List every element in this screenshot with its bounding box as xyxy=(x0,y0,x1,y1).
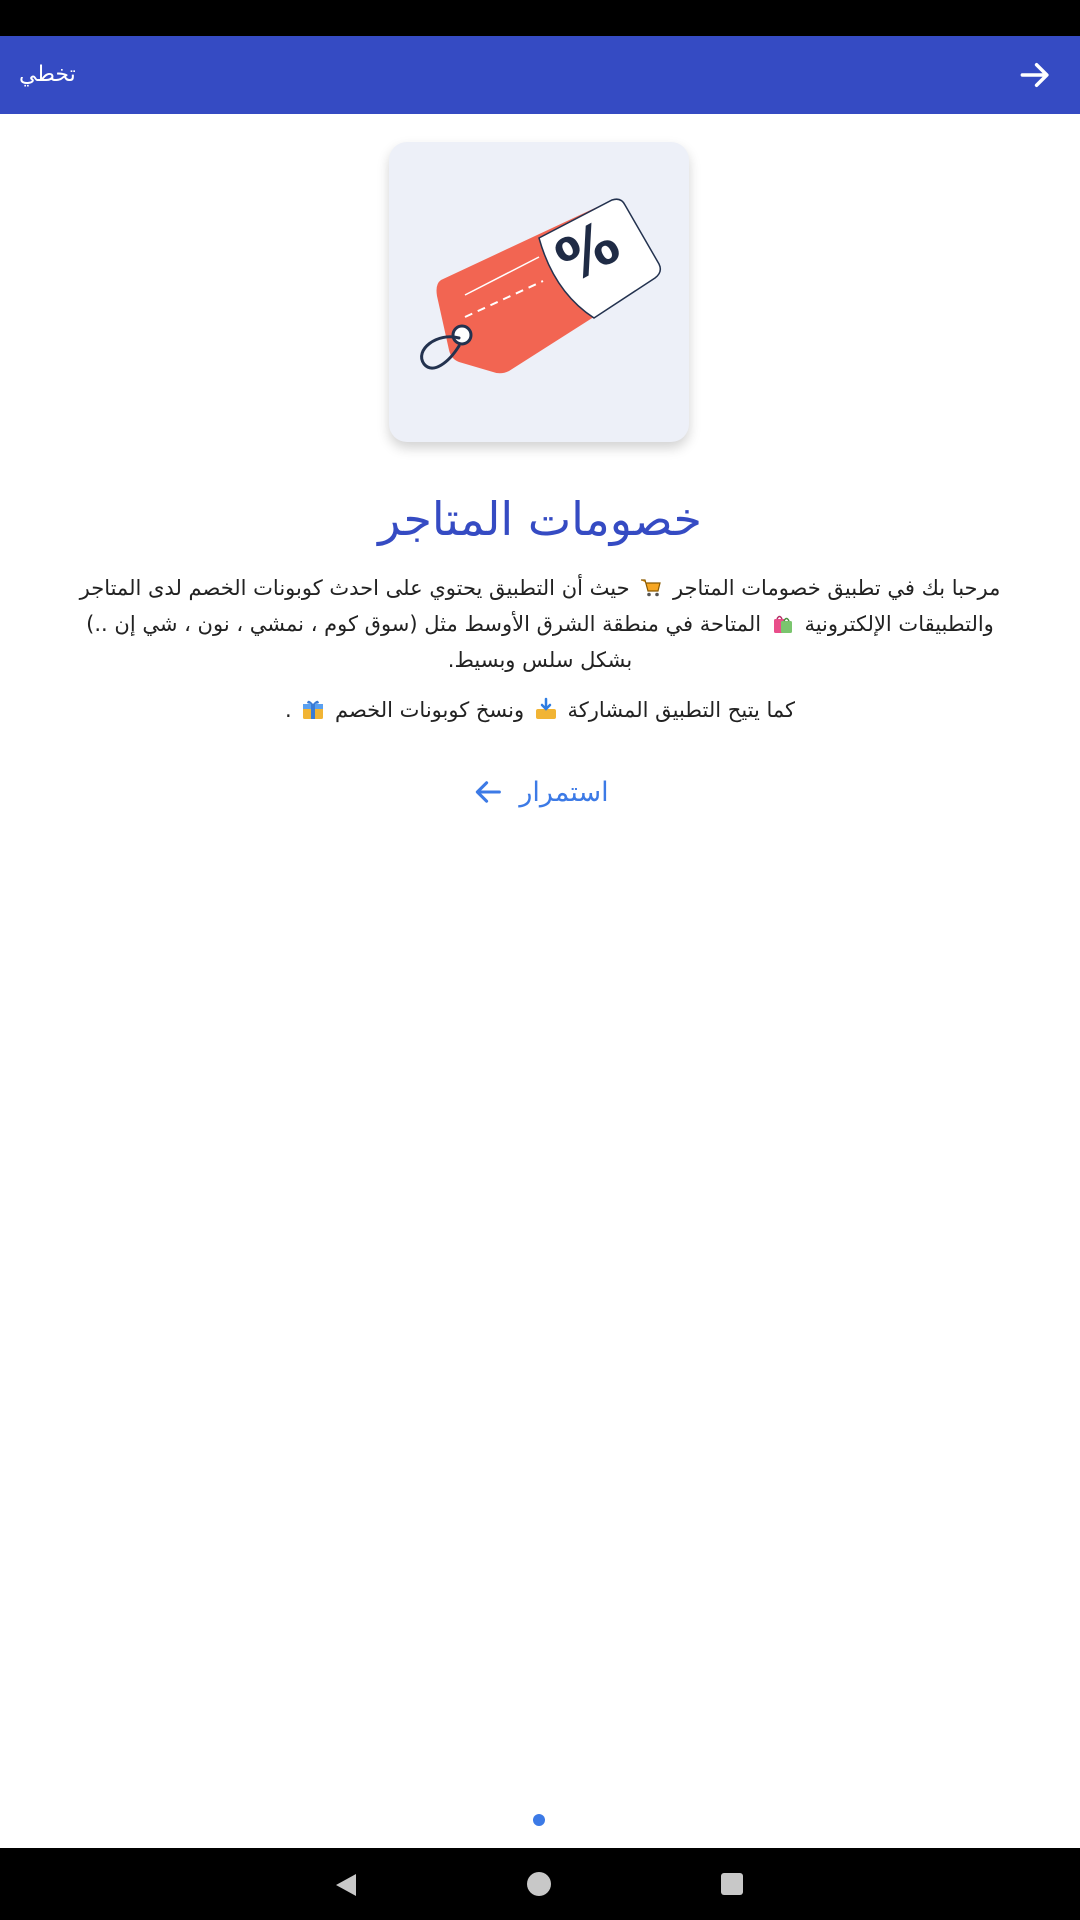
shopping-bags-emoji xyxy=(771,611,795,635)
gift-emoji xyxy=(301,697,325,721)
features-part-1: كما يتيح التطبيق المشاركة xyxy=(567,698,796,722)
hero-image-card xyxy=(389,142,689,442)
page-title: خصومات المتاجر xyxy=(378,492,702,546)
features-line xyxy=(0,692,1080,728)
page-indicator-dot xyxy=(533,1814,545,1826)
app-bar xyxy=(0,36,1080,114)
description-part-1: مرحبا بك في تطبيق خصومات المتاجر xyxy=(672,576,1001,600)
percent-symbol: % xyxy=(545,207,632,298)
skip-button[interactable]: تخطي xyxy=(19,62,76,87)
description-part-3: المتاحة في منطقة الشرق الأوسط مثل (سوق كوم ، نمشي ، نون ، شي إن ..) بشكل سلس وبسيط. xyxy=(86,612,762,672)
inbox-tray-emoji xyxy=(534,697,558,721)
features-end: . xyxy=(284,698,292,722)
recents-square-icon[interactable] xyxy=(721,1873,743,1895)
discount-tag-icon xyxy=(389,142,689,442)
shopping-cart-emoji xyxy=(639,575,663,599)
continue-button[interactable] xyxy=(460,764,620,820)
arrow-right-icon[interactable] xyxy=(1016,56,1054,94)
system-navigation-bar xyxy=(0,1848,1080,1920)
back-triangle-icon[interactable] xyxy=(333,1872,359,1898)
home-circle-icon[interactable] xyxy=(527,1872,551,1896)
welcome-description xyxy=(70,570,1010,678)
arrow-left-icon xyxy=(471,775,505,809)
status-bar xyxy=(0,0,1080,36)
features-part-2: ونسخ كوبونات الخصم xyxy=(335,698,525,722)
continue-label: استمرار xyxy=(519,776,609,808)
description-part-2: حيث أن التطبيق يحتوي على احدث كوبونات الخصم لدى المتاجر والتطبيقات الإلكترونية xyxy=(79,576,994,636)
